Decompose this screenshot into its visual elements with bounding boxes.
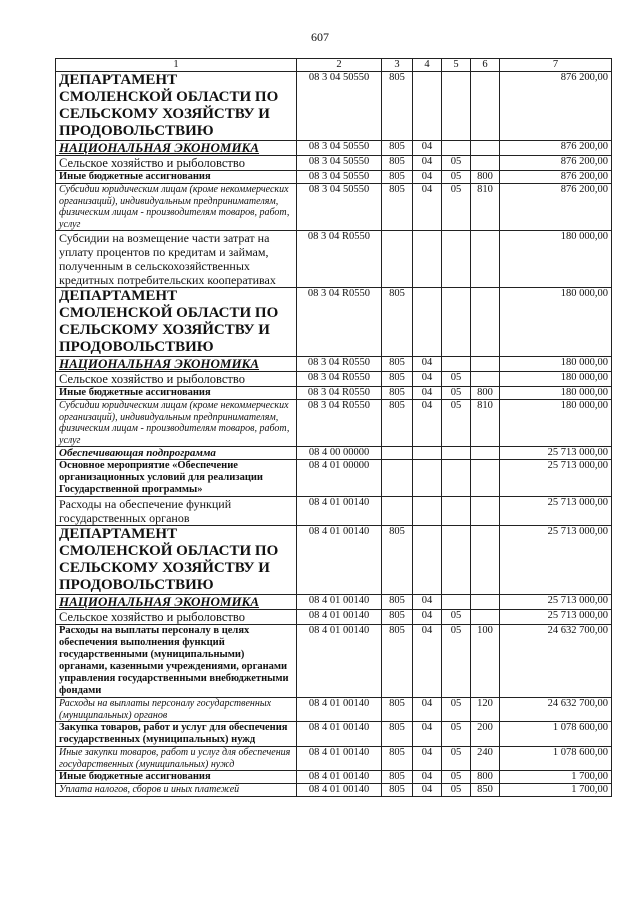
expense-type-cell (471, 526, 500, 595)
table-body (56, 72, 612, 797)
budget-table (55, 58, 612, 797)
name-cell: НАЦИОНАЛЬНАЯ ЭКОНОМИКА (56, 357, 297, 372)
section-code-cell: 04 (413, 357, 442, 372)
target-article-cell: 08 3 04 50550 (297, 141, 382, 156)
name-cell: ДЕПАРТАМЕНТ СМОЛЕНСКОЙ ОБЛАСТИ ПО СЕЛЬСКОМУ ХОЗЯЙСТВУ И ПРОДОВОЛЬСТВИЮ (56, 288, 297, 357)
table-row (56, 595, 612, 610)
subsection-code-cell (442, 231, 471, 288)
table-row (56, 156, 612, 171)
expense-type-cell: 200 (471, 722, 500, 747)
amount-cell: 25 713 000,00 (500, 526, 612, 595)
section-code-cell: 04 (413, 784, 442, 797)
target-article-cell: 08 4 01 00140 (297, 497, 382, 526)
expense-type-cell (471, 460, 500, 497)
table-row (56, 625, 612, 698)
table-row (56, 698, 612, 722)
target-article-cell: 08 4 01 00140 (297, 722, 382, 747)
subsection-code-cell: 05 (442, 722, 471, 747)
amount-cell: 25 713 000,00 (500, 610, 612, 625)
col-header-7: 7 (500, 59, 612, 72)
department-code-cell: 805 (382, 387, 413, 400)
amount-cell: 25 713 000,00 (500, 447, 612, 460)
subsection-code-cell: 05 (442, 784, 471, 797)
page-number: 607 (311, 30, 329, 44)
section-code-cell: 04 (413, 625, 442, 698)
subsection-code-cell (442, 72, 471, 141)
subsection-code-cell: 05 (442, 387, 471, 400)
subsection-code-cell: 05 (442, 400, 471, 447)
department-code-cell (382, 460, 413, 497)
expense-type-cell: 850 (471, 784, 500, 797)
department-code-cell: 805 (382, 526, 413, 595)
amount-cell: 180 000,00 (500, 387, 612, 400)
col-header-1: 1 (56, 59, 297, 72)
table-row (56, 784, 612, 797)
amount-cell: 180 000,00 (500, 231, 612, 288)
amount-cell: 1 700,00 (500, 771, 612, 784)
section-code-cell (413, 497, 442, 526)
name-cell: Обеспечивающая подпрограмма (56, 447, 297, 460)
section-code-cell (413, 460, 442, 497)
section-code-cell: 04 (413, 400, 442, 447)
section-code-cell: 04 (413, 141, 442, 156)
amount-cell: 180 000,00 (500, 400, 612, 447)
department-code-cell: 805 (382, 610, 413, 625)
section-code-cell (413, 288, 442, 357)
target-article-cell: 08 4 01 00140 (297, 595, 382, 610)
department-code-cell: 805 (382, 288, 413, 357)
department-code-cell: 805 (382, 784, 413, 797)
name-cell: Сельское хозяйство и рыболовство (56, 372, 297, 387)
target-article-cell: 08 3 04 R0550 (297, 400, 382, 447)
section-code-cell: 04 (413, 747, 442, 771)
col-header-2: 2 (297, 59, 382, 72)
name-cell: ДЕПАРТАМЕНТ СМОЛЕНСКОЙ ОБЛАСТИ ПО СЕЛЬСКОМУ ХОЗЯЙСТВУ И ПРОДОВОЛЬСТВИЮ (56, 526, 297, 595)
target-article-cell: 08 3 04 R0550 (297, 231, 382, 288)
amount-cell: 876 200,00 (500, 72, 612, 141)
amount-cell: 180 000,00 (500, 372, 612, 387)
subsection-code-cell (442, 595, 471, 610)
table-row (56, 771, 612, 784)
col-header-6: 6 (471, 59, 500, 72)
amount-cell: 1 078 600,00 (500, 722, 612, 747)
amount-cell: 180 000,00 (500, 288, 612, 357)
table-row (56, 526, 612, 595)
section-code-cell: 04 (413, 372, 442, 387)
section-code-cell: 04 (413, 771, 442, 784)
table-row (56, 610, 612, 625)
name-cell: Иные бюджетные ассигнования (56, 771, 297, 784)
amount-cell: 24 632 700,00 (500, 625, 612, 698)
department-code-cell (382, 497, 413, 526)
amount-cell: 25 713 000,00 (500, 595, 612, 610)
amount-cell: 180 000,00 (500, 357, 612, 372)
department-code-cell: 805 (382, 156, 413, 171)
subsection-code-cell (442, 497, 471, 526)
amount-cell: 25 713 000,00 (500, 497, 612, 526)
section-code-cell: 04 (413, 156, 442, 171)
subsection-code-cell: 05 (442, 610, 471, 625)
name-cell: НАЦИОНАЛЬНАЯ ЭКОНОМИКА (56, 595, 297, 610)
subsection-code-cell: 05 (442, 184, 471, 231)
table-row (56, 288, 612, 357)
department-code-cell: 805 (382, 72, 413, 141)
name-cell: Иные бюджетные ассигнования (56, 171, 297, 184)
name-cell: Основное мероприятие «Обеспечение организационных условий для реализации Государственной программы» (56, 460, 297, 497)
department-code-cell: 805 (382, 698, 413, 722)
expense-type-cell: 810 (471, 184, 500, 231)
subsection-code-cell: 05 (442, 747, 471, 771)
target-article-cell: 08 4 01 00140 (297, 771, 382, 784)
table-row (56, 460, 612, 497)
col-header-4: 4 (413, 59, 442, 72)
section-code-cell: 04 (413, 595, 442, 610)
subsection-code-cell (442, 288, 471, 357)
subsection-code-cell (442, 447, 471, 460)
department-code-cell: 805 (382, 595, 413, 610)
name-cell: Расходы на выплаты персоналу в целях обеспечения выполнения функций государственными (муниципальными) органами, казенными учреждениями, органами управления государственными внебюджетными фондами (56, 625, 297, 698)
expense-type-cell (471, 595, 500, 610)
target-article-cell: 08 3 04 50550 (297, 72, 382, 141)
name-cell: Субсидии юридическим лицам (кроме некоммерческих организаций), индивидуальным предпринимателям, физическим лицам - производителям товаров, работ, услуг (56, 400, 297, 447)
subsection-code-cell (442, 357, 471, 372)
section-code-cell: 04 (413, 722, 442, 747)
target-article-cell: 08 4 01 00140 (297, 526, 382, 595)
table-row (56, 447, 612, 460)
table-row (56, 387, 612, 400)
department-code-cell: 805 (382, 625, 413, 698)
department-code-cell: 805 (382, 171, 413, 184)
subsection-code-cell: 05 (442, 156, 471, 171)
amount-cell: 1 700,00 (500, 784, 612, 797)
target-article-cell: 08 3 04 50550 (297, 171, 382, 184)
name-cell: ДЕПАРТАМЕНТ СМОЛЕНСКОЙ ОБЛАСТИ ПО СЕЛЬСКОМУ ХОЗЯЙСТВУ И ПРОДОВОЛЬСТВИЮ (56, 72, 297, 141)
header-row (56, 59, 612, 72)
department-code-cell: 805 (382, 184, 413, 231)
name-cell: Сельское хозяйство и рыболовство (56, 610, 297, 625)
section-code-cell: 04 (413, 698, 442, 722)
target-article-cell: 08 3 04 R0550 (297, 288, 382, 357)
section-code-cell (413, 231, 442, 288)
col-header-3: 3 (382, 59, 413, 72)
target-article-cell: 08 3 04 50550 (297, 156, 382, 171)
name-cell: Иные закупки товаров, работ и услуг для обеспечения государственных (муниципальных) нужд (56, 747, 297, 771)
amount-cell: 876 200,00 (500, 141, 612, 156)
col-header-5: 5 (442, 59, 471, 72)
target-article-cell: 08 4 01 00000 (297, 460, 382, 497)
expense-type-cell: 800 (471, 387, 500, 400)
expense-type-cell (471, 141, 500, 156)
subsection-code-cell (442, 141, 471, 156)
section-code-cell: 04 (413, 184, 442, 231)
name-cell: Сельское хозяйство и рыболовство (56, 156, 297, 171)
expense-type-cell (471, 357, 500, 372)
amount-cell: 24 632 700,00 (500, 698, 612, 722)
name-cell: Иные бюджетные ассигнования (56, 387, 297, 400)
target-article-cell: 08 4 00 00000 (297, 447, 382, 460)
department-code-cell: 805 (382, 357, 413, 372)
table-row (56, 141, 612, 156)
section-code-cell (413, 447, 442, 460)
target-article-cell: 08 4 01 00140 (297, 610, 382, 625)
name-cell: Закупка товаров, работ и услуг для обеспечения государственных (муниципальных) нужд (56, 722, 297, 747)
expense-type-cell: 810 (471, 400, 500, 447)
expense-type-cell (471, 288, 500, 357)
expense-type-cell: 100 (471, 625, 500, 698)
expense-type-cell (471, 72, 500, 141)
amount-cell: 876 200,00 (500, 184, 612, 231)
table-row (56, 184, 612, 231)
section-code-cell (413, 526, 442, 595)
subsection-code-cell (442, 460, 471, 497)
table-row (56, 497, 612, 526)
expense-type-cell (471, 497, 500, 526)
target-article-cell: 08 3 04 50550 (297, 184, 382, 231)
department-code-cell: 805 (382, 747, 413, 771)
expense-type-cell (471, 372, 500, 387)
expense-type-cell (471, 610, 500, 625)
expense-type-cell: 240 (471, 747, 500, 771)
expense-type-cell (471, 231, 500, 288)
expense-type-cell (471, 447, 500, 460)
target-article-cell: 08 4 01 00140 (297, 625, 382, 698)
department-code-cell (382, 231, 413, 288)
subsection-code-cell (442, 526, 471, 595)
target-article-cell: 08 4 01 00140 (297, 698, 382, 722)
target-article-cell: 08 3 04 R0550 (297, 387, 382, 400)
table-row (56, 722, 612, 747)
subsection-code-cell: 05 (442, 171, 471, 184)
expense-type-cell: 800 (471, 171, 500, 184)
department-code-cell: 805 (382, 771, 413, 784)
section-code-cell (413, 72, 442, 141)
table-row (56, 372, 612, 387)
expense-type-cell: 120 (471, 698, 500, 722)
name-cell: Субсидии юридическим лицам (кроме некоммерческих организаций), индивидуальным предпринимателям, физическим лицам - производителям товаров, работ, услуг (56, 184, 297, 231)
table-row (56, 72, 612, 141)
amount-cell: 876 200,00 (500, 171, 612, 184)
subsection-code-cell: 05 (442, 698, 471, 722)
table-row (56, 357, 612, 372)
section-code-cell: 04 (413, 387, 442, 400)
expense-type-cell (471, 156, 500, 171)
department-code-cell: 805 (382, 400, 413, 447)
target-article-cell: 08 3 04 R0550 (297, 372, 382, 387)
subsection-code-cell: 05 (442, 625, 471, 698)
department-code-cell (382, 447, 413, 460)
department-code-cell: 805 (382, 372, 413, 387)
subsection-code-cell: 05 (442, 372, 471, 387)
subsection-code-cell: 05 (442, 771, 471, 784)
department-code-cell: 805 (382, 141, 413, 156)
target-article-cell: 08 4 01 00140 (297, 784, 382, 797)
name-cell: Расходы на обеспечение функций государственных органов (56, 497, 297, 526)
department-code-cell: 805 (382, 722, 413, 747)
expense-type-cell: 800 (471, 771, 500, 784)
amount-cell: 1 078 600,00 (500, 747, 612, 771)
name-cell: Уплата налогов, сборов и иных платежей (56, 784, 297, 797)
table-row (56, 171, 612, 184)
target-article-cell: 08 3 04 R0550 (297, 357, 382, 372)
section-code-cell: 04 (413, 610, 442, 625)
table-row (56, 400, 612, 447)
amount-cell: 876 200,00 (500, 156, 612, 171)
table-row (56, 231, 612, 288)
name-cell: Субсидии на возмещение части затрат на уплату процентов по кредитам и займам, полученным в сельскохозяйственных кредитных потребительских кооперативах (56, 231, 297, 288)
table-row (56, 747, 612, 771)
section-code-cell: 04 (413, 171, 442, 184)
name-cell: НАЦИОНАЛЬНАЯ ЭКОНОМИКА (56, 141, 297, 156)
amount-cell: 25 713 000,00 (500, 460, 612, 497)
name-cell: Расходы на выплаты персоналу государственных (муниципальных) органов (56, 698, 297, 722)
target-article-cell: 08 4 01 00140 (297, 747, 382, 771)
